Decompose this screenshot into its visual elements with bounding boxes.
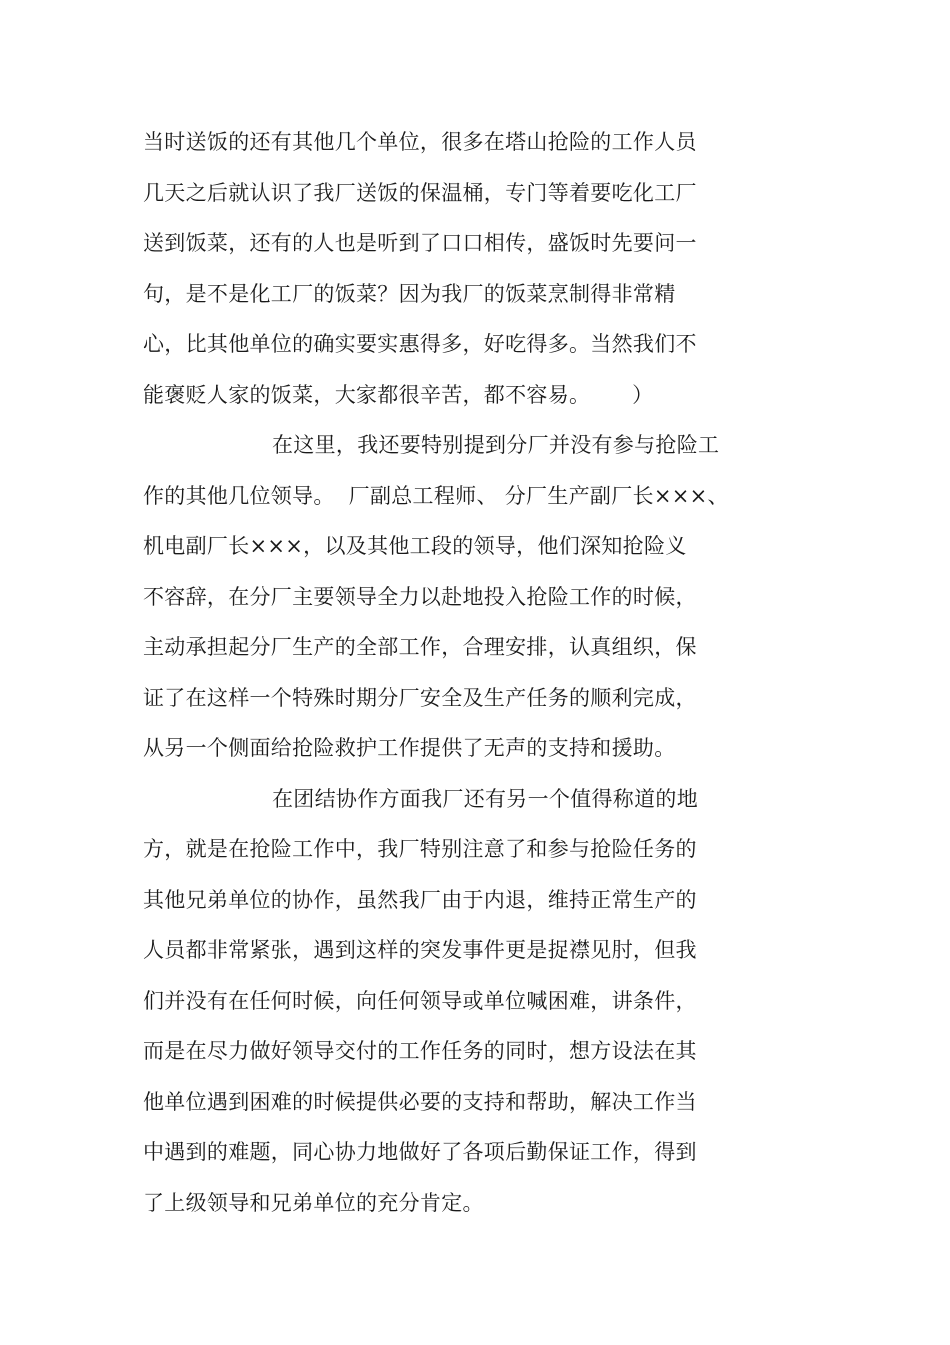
text-line: 机电副厂长×××，以及其他工段的领导，他们深知抢险义: [143, 534, 687, 558]
text-line: 心，比其他单位的确实要实惠得多，好吃得多。当然我们不: [143, 332, 697, 356]
text-line: 句，是不是化工厂的饭菜？因为我厂的饭菜烹制得非常精: [143, 281, 676, 306]
text-line: 从另一个侧面给抢险救护工作提供了无声的支持和援助。: [143, 736, 676, 760]
text-line: 当时送饭的还有其他几个单位，很多在塔山抢险的工作人员: [143, 130, 697, 154]
text-line: 作的其他几位领导。 厂副总工程师、 分厂生产副厂长×××、: [143, 483, 729, 508]
paragraph-start-line: 在团结协作方面我厂还有另一个值得称道的地: [272, 786, 698, 811]
text-line: 而是在尽力做好领导交付的工作任务的同时，想方设法在其: [143, 1039, 697, 1063]
text-line: 了上级领导和兄弟单位的充分肯定。: [143, 1190, 484, 1215]
text-line: 不容辞，在分厂主要领导全力以赴地投入抢险工作的时候，: [143, 584, 697, 609]
text-line: 主动承担起分厂生产的全部工作，合理安排，认真组织，保: [143, 635, 697, 659]
text-line: 几天之后就认识了我厂送饭的保温桶，专门等着要吃化工厂: [143, 180, 697, 205]
text-line: 方，就是在抢险工作中，我厂特别注意了和参与抢险任务的: [143, 837, 697, 861]
text-line: 他单位遇到困难的时候提供必要的支持和帮助，解决工作当: [143, 1089, 697, 1114]
text-line: 人员都非常紧张，遇到这样的突发事件更是捉襟见肘，但我: [143, 938, 697, 962]
text-line: 中遇到的难题，同心协力地做好了各项后勤保证工作，得到: [143, 1140, 697, 1164]
text-line: 能褒贬人家的饭菜，大家都很辛苦，都不容易。 ）: [143, 382, 654, 407]
text-line: 其他兄弟单位的协作，虽然我厂由于内退，维持正常生产的: [143, 887, 697, 912]
text-line: 证了在这样一个特殊时期分厂安全及生产任务的顺利完成，: [143, 685, 697, 710]
body-text: [143, 120, 823, 1231]
paragraph-start-line: 在这里，我还要特别提到分厂并没有参与抢险工: [272, 433, 720, 457]
text-line: 送到饭菜，还有的人也是听到了口口相传，盛饭时先要问一: [143, 231, 697, 255]
text-line: 们并没有在任何时候，向任何领导或单位喊困难，讲条件，: [143, 988, 697, 1013]
